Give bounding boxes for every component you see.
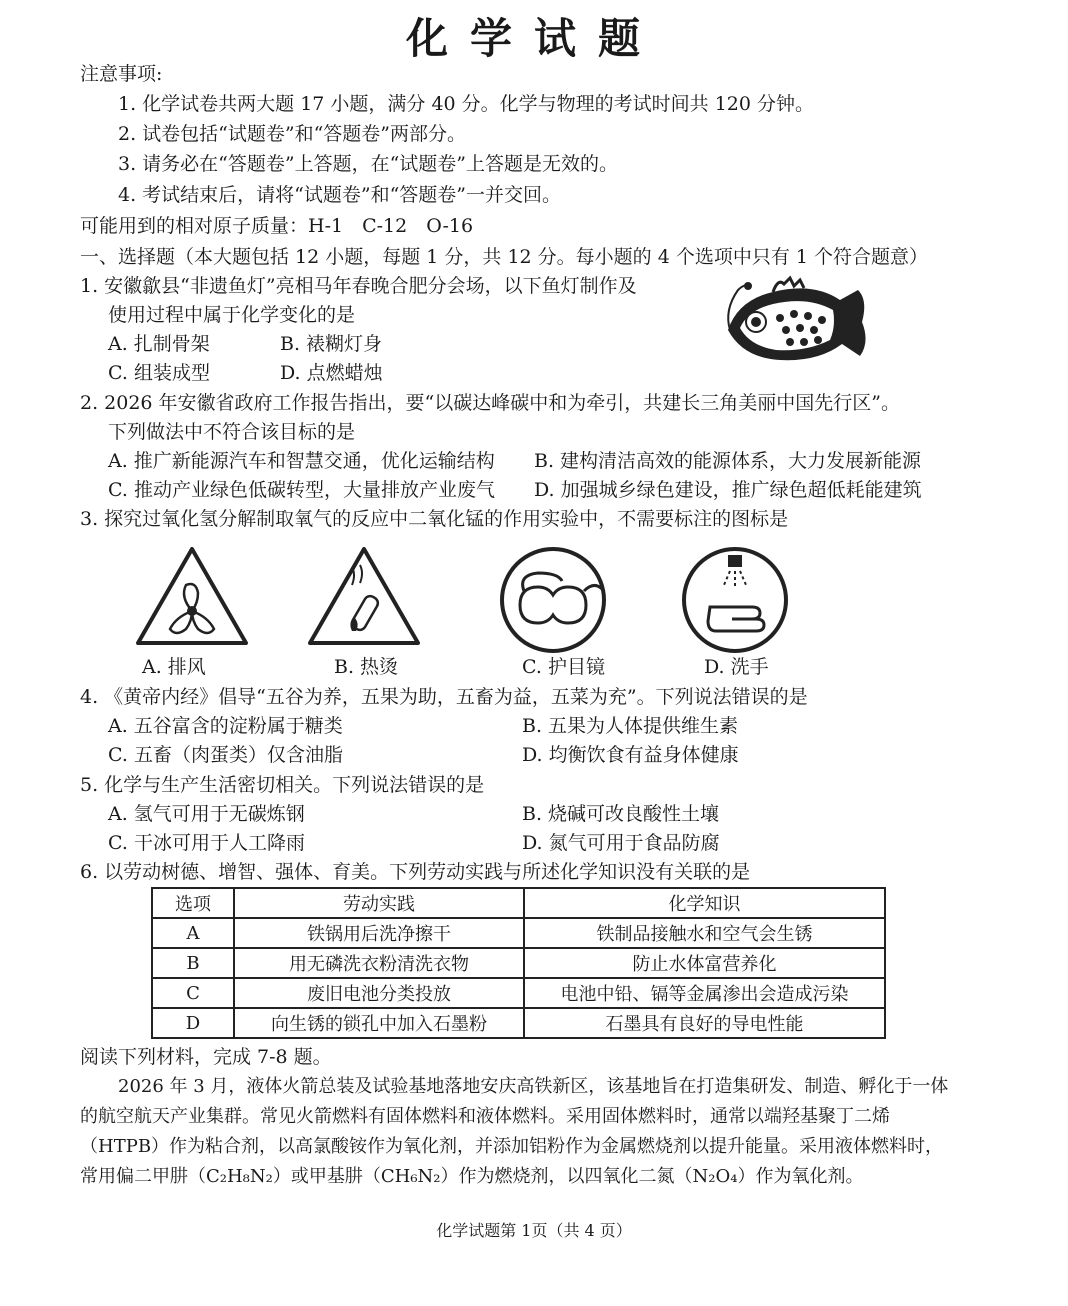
note-item: 2. 试卷包括“试题卷”和“答题卷”两部分。 — [118, 123, 467, 145]
q3-option-b[interactable]: B. 热烫 — [334, 656, 399, 678]
q2-stem-cont: 下列做法中不符合该目标的是 — [108, 421, 356, 443]
q5-option-d[interactable]: D. 氮气可用于食品防腐 — [522, 832, 720, 854]
table-cell: 防止水体富营养化 — [524, 948, 885, 978]
table-header-cell: 劳动实践 — [234, 888, 524, 918]
q1-option-c[interactable]: C. 组装成型 — [108, 362, 210, 384]
hot-surface-icon — [306, 545, 422, 647]
table-row[interactable] — [152, 948, 885, 978]
q4-option-a[interactable]: A. 五谷富含的淀粉属于糖类 — [108, 715, 343, 737]
table-header-cell: 选项 — [152, 888, 234, 918]
exhaust-fan-icon — [134, 545, 250, 647]
table-cell: 石墨具有良好的导电性能 — [524, 1008, 885, 1038]
q5-option-b[interactable]: B. 烧碱可改良酸性土壤 — [522, 803, 720, 825]
q3-stem: 3. 探究过氧化氢分解制取氧气的反应中二氧化锰的作用实验中，不需要标注的图标是 — [80, 508, 789, 530]
section-heading: 一、选择题（本大题包括 12 小题，每题 1 分，共 12 分。每小题的 4 个选项中只有 1 个符合题意） — [80, 246, 929, 268]
note-item: 4. 考试结束后，请将“试题卷”和“答题卷”一并交回。 — [118, 184, 562, 206]
q1-stem: 1. 安徽歙县“非遗鱼灯”亮相马年春晚合肥分会场，以下鱼灯制作及 — [80, 275, 637, 297]
q4-option-c[interactable]: C. 五畜（肉蛋类）仅含油脂 — [108, 744, 343, 766]
note-item: 3. 请务必在“答题卷”上答题，在“试题卷”上答题是无效的。 — [118, 153, 619, 175]
q6-stem: 6. 以劳动树德、增智、强体、育美。下列劳动实践与所述化学知识没有关联的是 — [80, 861, 751, 883]
q5-option-c[interactable]: C. 干冰可用于人工降雨 — [108, 832, 305, 854]
q3-option-a[interactable]: A. 排风 — [142, 656, 206, 678]
table-row[interactable] — [152, 978, 885, 1008]
q2-stem: 2. 2026 年安徽省政府工作报告指出，要“以碳达峰碳中和为牵引，共建长三角美丽中国先行区”。 — [80, 392, 900, 414]
q6-table — [151, 887, 886, 1039]
table-cell: 废旧电池分类投放 — [234, 978, 524, 1008]
table-cell: D — [152, 1008, 234, 1038]
page-footer: 化学试题第 1页（共 4 页） — [436, 1221, 632, 1240]
table-cell: B — [152, 948, 234, 978]
q5-stem: 5. 化学与生产生活密切相关。下列说法错误的是 — [80, 774, 485, 796]
q2-option-a[interactable]: A. 推广新能源汽车和智慧交通，优化运输结构 — [108, 450, 495, 472]
table-header-row — [152, 888, 885, 918]
table-header-cell: 化学知识 — [524, 888, 885, 918]
q1-option-b[interactable]: B. 裱糊灯身 — [280, 333, 383, 355]
q5-option-a[interactable]: A. 氢气可用于无碳炼钢 — [108, 803, 305, 825]
table-cell: C — [152, 978, 234, 1008]
reading-paragraph: 2026 年 3 月，液体火箭总装及试验基地落地安庆高铁新区，该基地旨在打造集研发、制造、孵化于一体的航空航天产业集群。常见火箭燃料有固体燃料和液体燃料。采用固体燃料时，通常以端羟基聚丁二烯（HTPB）作为粘合剂，以高氯酸铵作为氧化剂，并添加铝粉作为金属燃烧剂以提升能量。采用液体燃料时，常用偏二甲肼（C₂H₈N₂）或甲基肼（CH₆N₂）作为燃烧剂，以四氧化二氮（N₂O₄）作为氧化剂。 — [80, 1076, 949, 1187]
table-row[interactable] — [152, 918, 885, 948]
table-cell: 铁制品接触水和空气会生锈 — [524, 918, 885, 948]
table-cell: 铁锅用后洗净擦干 — [234, 918, 524, 948]
notes-heading: 注意事项: — [80, 63, 163, 85]
q1-option-a[interactable]: A. 扎制骨架 — [108, 333, 210, 355]
q3-option-d[interactable]: D. 洗手 — [704, 656, 769, 678]
reading-intro: 阅读下列材料，完成 7-8 题。 — [80, 1046, 332, 1068]
table-cell: 向生锈的锁孔中加入石墨粉 — [234, 1008, 524, 1038]
q4-option-b[interactable]: B. 五果为人体提供维生素 — [522, 715, 739, 737]
page-title: 化学试题 — [405, 14, 662, 63]
note-item: 1. 化学试卷共两大题 17 小题，满分 40 分。化学与物理的考试时间共 120 分钟。 — [118, 93, 815, 115]
q4-stem: 4. 《黄帝内经》倡导“五谷为养，五果为助，五畜为益，五菜为充”。下列说法错误的是 — [80, 686, 808, 708]
table-row[interactable] — [152, 1008, 885, 1038]
hand-wash-icon — [680, 545, 790, 655]
table-cell: 电池中铅、镉等金属渗出会造成污染 — [524, 978, 885, 1008]
q3-option-c[interactable]: C. 护目镜 — [522, 656, 605, 678]
goggles-icon — [498, 545, 608, 655]
q2-option-b[interactable]: B. 建构清洁高效的能源体系，大力发展新能源 — [534, 450, 922, 472]
q2-option-d[interactable]: D. 加强城乡绿色建设，推广绿色超低耗能建筑 — [534, 479, 922, 501]
q1-option-d[interactable]: D. 点燃蜡烛 — [280, 362, 383, 384]
q4-option-d[interactable]: D. 均衡饮食有益身体健康 — [522, 744, 739, 766]
atomic-mass-line: 可能用到的相对原子质量：H-1 C-12 O-16 — [80, 215, 474, 237]
table-cell: 用无磷洗衣粉清洗衣物 — [234, 948, 524, 978]
q2-option-c[interactable]: C. 推动产业绿色低碳转型，大量排放产业废气 — [108, 479, 495, 501]
table-cell: A — [152, 918, 234, 948]
fish-lantern-icon — [718, 270, 886, 375]
q1-stem-cont: 使用过程中属于化学变化的是 — [108, 304, 356, 326]
